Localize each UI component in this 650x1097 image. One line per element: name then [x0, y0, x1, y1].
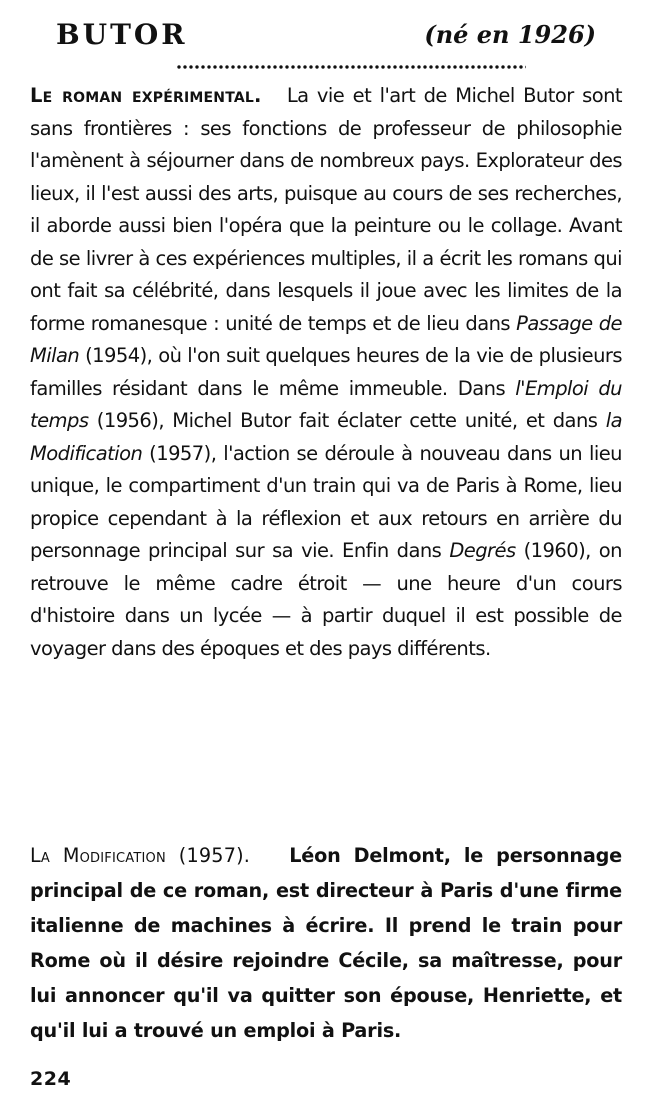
work-title: la Modification — [30, 409, 622, 465]
author-dates: (né en 1926) — [424, 20, 596, 49]
body-text: (1960), on retrouve le même cadre étroit — une heure d'un cours d'histoire dans un lycée — à partir duquel il est possible de voyager dans des époques et des pays différents. — [30, 539, 622, 660]
section-heading: Le roman expérimental. — [30, 84, 262, 107]
body-text: La vie et l'art de Michel Butor sont sans frontières : ses fonctions de professeur de philosophie l'amènent à séjourner dans de nombreux pays. Explorateur des lieux, il l'est aussi des arts, puisque au cours de ses recherches, il aborde aussi bien l'opéra que la peinture ou le collage. Avant de se livrer à ces expériences multiples, il a écrit les romans qui ont fait sa célébrité, dans lesquels il joue avec les limites de la forme romanesque : unité de temps et de lieu dans — [30, 84, 622, 335]
work-title: l'Emploi du temps — [30, 376, 622, 432]
page-header — [56, 14, 596, 58]
page-number: 224 — [30, 1068, 72, 1090]
section-la-modification — [30, 838, 622, 1048]
dotted-rule — [176, 64, 526, 70]
work-title: Passage de Milan — [30, 311, 622, 367]
body-text: (1957), l'action se déroule à nouveau dans un lieu unique, le compartiment d'un train qui va de Paris à Rome, lieu propice cependant à la réflexion et aux retours en arrière du personnage principal sur sa vie. Enfin dans — [30, 441, 622, 562]
author-name: BUTOR — [56, 18, 188, 51]
section-heading: La Modification (1957). — [30, 844, 251, 867]
body-text: Léon Delmont, le personnage principal de ce roman, est directeur à Paris d'une firme italienne de machines à écrire. Il prend le train pour Rome où il désire rejoindre Cécile, sa maîtresse, pour lui annoncer qu'il va quitter son épouse, Henriette, et qu'il lui a trouvé un emploi à Paris. — [30, 844, 622, 1042]
work-title: Degrés — [449, 539, 516, 562]
body-text: (1954), où l'on suit quelques heures de la vie de plusieurs familles résidant dans le même immeuble. Dans — [30, 344, 622, 400]
body-text: (1956), Michel Butor fait éclater cette unité, et dans — [88, 409, 606, 432]
section-roman-experimental — [30, 80, 622, 665]
